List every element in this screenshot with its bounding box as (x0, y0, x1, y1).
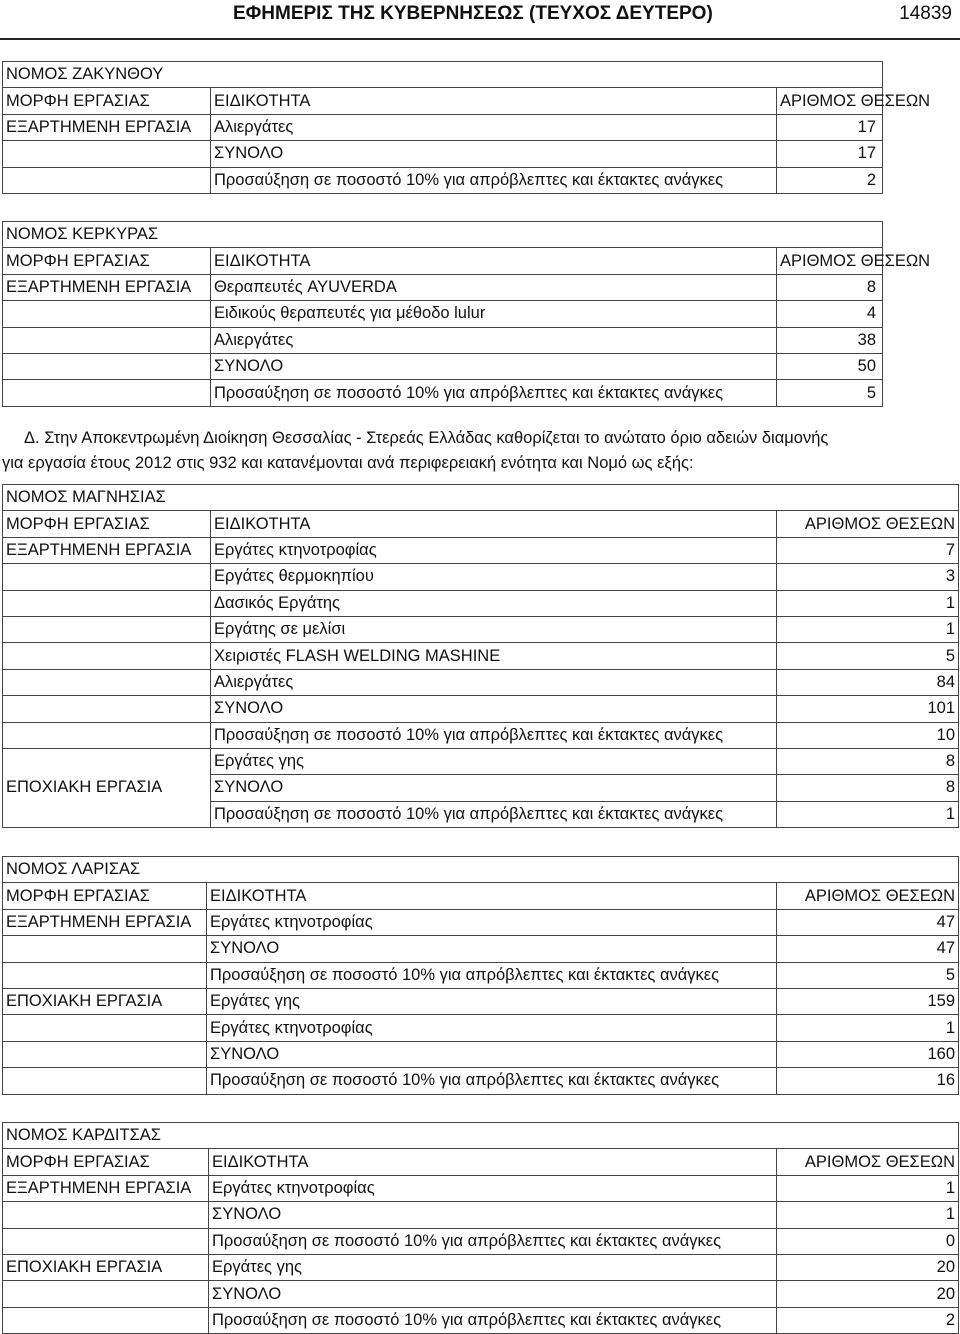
form-label: ΕΞΑΡΤΗΜΕΝΗ ΕΡΓΑΣΙΑ (3, 909, 207, 935)
value-cell: 17 (777, 114, 883, 140)
table-magnisia (2, 484, 959, 828)
table-karditsa (2, 1122, 959, 1334)
form-cell-empty (3, 696, 211, 722)
table-row (3, 669, 959, 695)
value-cell: 0 (777, 1228, 959, 1254)
value-cell: 4 (777, 301, 883, 327)
form-label: ΕΠΟΧΙΑΚΗ ΕΡΓΑΣΙΑ (3, 988, 207, 1014)
header-row (3, 1149, 959, 1175)
specialty-cell: Εργάτες κτηνοτροφίας (209, 1175, 777, 1201)
specialty-cell: Προσαύξηση σε ποσοστό 10% για απρόβλεπτες και έκτακτες ανάγκες (209, 1228, 777, 1254)
specialty-cell: Εργάτες γης (207, 988, 777, 1014)
value-cell: 1 (777, 1175, 959, 1201)
table-row (3, 1015, 959, 1041)
table-row (3, 353, 883, 379)
value-cell: 1 (777, 1015, 959, 1041)
value-cell: 1 (777, 616, 959, 642)
value-cell: 5 (777, 962, 959, 988)
form-cell-empty (3, 327, 211, 353)
table-row (3, 537, 959, 563)
table-row (3, 167, 883, 193)
specialty-cell: Προσαύξηση σε ποσοστό 10% για απρόβλεπτες και έκτακτες ανάγκες (207, 962, 777, 988)
section-title: ΝΟΜΟΣ ΚΕΡΚΥΡΑΣ (3, 222, 883, 248)
form-cell-empty (3, 564, 211, 590)
specialty-cell: ΣΥΝΟΛΟ (211, 141, 777, 167)
section-title-row (3, 62, 883, 88)
page-header (0, 0, 960, 30)
section-title-row (3, 485, 959, 511)
specialty-cell: Προσαύξηση σε ποσοστό 10% για απρόβλεπτες και έκτακτες ανάγκες (207, 1068, 777, 1094)
header-row (3, 511, 959, 537)
col-header-positions: ΑΡΙΘΜΟΣ ΘΕΣΕΩΝ (777, 511, 959, 537)
section-title: ΝΟΜΟΣ ΜΑΓΝΗΣΙΑΣ (3, 485, 959, 511)
table-row (3, 748, 959, 774)
table-row (3, 1202, 959, 1228)
specialty-cell: Προσαύξηση σε ποσοστό 10% για απρόβλεπτες και έκτακτες ανάγκες (211, 380, 777, 406)
section-title-row (3, 857, 959, 883)
specialty-cell: Προσαύξηση σε ποσοστό 10% για απρόβλεπτες και έκτακτες ανάγκες (211, 167, 777, 193)
table-kerkyra (2, 221, 931, 407)
section-title-row (3, 1123, 959, 1149)
form-label: ΕΞΑΡΤΗΜΕΝΗ ΕΡΓΑΣΙΑ (3, 114, 211, 140)
specialty-cell: Δασικός Εργάτης (211, 590, 777, 616)
table-row (3, 301, 883, 327)
table-larisa (2, 856, 959, 1095)
form-cell-empty (3, 380, 211, 406)
value-cell: 10 (777, 722, 959, 748)
form-cell-empty (3, 669, 211, 695)
section-title: ΝΟΜΟΣ ΛΑΡΙΣΑΣ (3, 857, 959, 883)
value-cell: 2 (777, 167, 883, 193)
paragraph-line-1: Δ. Στην Αποκεντρωμένη Διοίκηση Θεσσαλίας - Στερεάς Ελλάδας καθορίζεται το ανώτατο όριο αδειών διαμονής (24, 429, 829, 447)
col-header-specialty: ΕΙΔΙΚΟΤΗΤΑ (211, 88, 777, 114)
value-cell: 5 (777, 643, 959, 669)
form-cell-empty (3, 353, 211, 379)
col-header-form: ΜΟΡΦΗ ΕΡΓΑΣΙΑΣ (3, 1149, 209, 1175)
form-cell-empty (3, 1041, 207, 1067)
allocation-paragraph (2, 426, 958, 476)
form-cell-empty (3, 1015, 207, 1041)
col-header-positions: ΑΡΙΘΜΟΣ ΘΕΣΕΩΝ (777, 88, 883, 114)
col-header-form: ΜΟΡΦΗ ΕΡΓΑΣΙΑΣ (3, 88, 211, 114)
specialty-cell: ΣΥΝΟΛΟ (209, 1281, 777, 1307)
table-row (3, 114, 883, 140)
col-header-form: ΜΟΡΦΗ ΕΡΓΑΣΙΑΣ (3, 511, 211, 537)
table-row (3, 590, 959, 616)
value-cell: 50 (777, 353, 883, 379)
value-cell: 8 (777, 748, 959, 774)
page-number: 14839 (899, 3, 952, 24)
form-cell-empty (3, 643, 211, 669)
table-row (3, 696, 959, 722)
form-cell-empty (3, 167, 211, 193)
specialty-cell: Προσαύξηση σε ποσοστό 10% για απρόβλεπτες και έκτακτες ανάγκες (209, 1307, 777, 1333)
col-header-specialty: ΕΙΔΙΚΟΤΗΤΑ (209, 1149, 777, 1175)
specialty-cell: Εργάτες θερμοκηπίου (211, 564, 777, 590)
table-row (3, 909, 959, 935)
value-cell: 47 (777, 909, 959, 935)
value-cell: 160 (777, 1041, 959, 1067)
value-cell: 3 (777, 564, 959, 590)
specialty-cell: Ειδικούς θεραπευτές για μέθοδο lulur (211, 301, 777, 327)
section-title: ΝΟΜΟΣ ΚΑΡΔΙΤΣΑΣ (3, 1123, 959, 1149)
table-row (3, 1307, 959, 1333)
value-cell: 7 (777, 537, 959, 563)
table-row (3, 564, 959, 590)
table-row (3, 1254, 959, 1280)
form-cell-empty (3, 936, 207, 962)
value-cell: 84 (777, 669, 959, 695)
col-header-form: ΜΟΡΦΗ ΕΡΓΑΣΙΑΣ (3, 248, 211, 274)
value-cell: 159 (777, 988, 959, 1014)
form-label: ΕΠΟΧΙΑΚΗ ΕΡΓΑΣΙΑ (3, 1254, 209, 1280)
form-cell-empty (3, 1068, 207, 1094)
value-cell: 20 (777, 1281, 959, 1307)
value-cell: 17 (777, 141, 883, 167)
table-row (3, 1041, 959, 1067)
specialty-cell: Εργάτης σε μελίσι (211, 616, 777, 642)
specialty-cell: ΣΥΝΟΛΟ (211, 696, 777, 722)
value-cell: 1 (777, 590, 959, 616)
value-cell: 38 (777, 327, 883, 353)
table-row (3, 380, 883, 406)
value-cell: 20 (777, 1254, 959, 1280)
table-row (3, 1281, 959, 1307)
form-label: ΕΞΑΡΤΗΜΕΝΗ ΕΡΓΑΣΙΑ (3, 1175, 209, 1201)
table-row (3, 616, 959, 642)
table-row (3, 643, 959, 669)
form-label: ΕΞΑΡΤΗΜΕΝΗ ΕΡΓΑΣΙΑ (3, 274, 211, 300)
specialty-cell: Χειριστές FLASH WELDING MASHINE (211, 643, 777, 669)
form-cell-empty (3, 722, 211, 748)
value-cell: 101 (777, 696, 959, 722)
gazette-title: ΕΦΗΜΕΡΙΣ ΤΗΣ ΚΥΒΕΡΝΗΣΕΩΣ (ΤΕΥΧΟΣ ΔΕΥΤΕΡΟ) (233, 3, 713, 24)
form-label: ΕΞΑΡΤΗΜΕΝΗ ΕΡΓΑΣΙΑ (3, 537, 211, 563)
form-cell-empty (3, 1228, 209, 1254)
specialty-cell: Προσαύξηση σε ποσοστό 10% για απρόβλεπτες και έκτακτες ανάγκες (211, 801, 777, 827)
col-header-positions: ΑΡΙΘΜΟΣ ΘΕΣΕΩΝ (777, 883, 959, 909)
form-label: ΕΠΟΧΙΑΚΗ ΕΡΓΑΣΙΑ (3, 748, 211, 827)
paragraph-line-2: για εργασία έτους 2012 στις 932 και κατανέμονται ανά περιφερειακή ενότητα και Νομό ως εξής: (2, 454, 694, 472)
specialty-cell: Αλιεργάτες (211, 669, 777, 695)
table-row (3, 1175, 959, 1201)
table-row (3, 988, 959, 1014)
specialty-cell: Θεραπευτές AYUVERDA (211, 274, 777, 300)
table-row (3, 274, 883, 300)
col-header-specialty: ΕΙΔΙΚΟΤΗΤΑ (207, 883, 777, 909)
specialty-cell: Αλιεργάτες (211, 327, 777, 353)
table-row (3, 1068, 959, 1094)
value-cell: 1 (777, 801, 959, 827)
specialty-cell: ΣΥΝΟΛΟ (207, 936, 777, 962)
specialty-cell: Εργάτες κτηνοτροφίας (211, 537, 777, 563)
table-row (3, 936, 959, 962)
section-title: ΝΟΜΟΣ ΖΑΚΥΝΘΟΥ (3, 62, 883, 88)
form-cell-empty (3, 962, 207, 988)
table-zakynthos (2, 61, 931, 194)
specialty-cell: Εργάτες γης (209, 1254, 777, 1280)
specialty-cell: Εργάτες κτηνοτροφίας (207, 1015, 777, 1041)
form-cell-empty (3, 1202, 209, 1228)
specialty-cell: ΣΥΝΟΛΟ (209, 1202, 777, 1228)
value-cell: 1 (777, 1202, 959, 1228)
header-divider (0, 38, 960, 40)
col-header-specialty: ΕΙΔΙΚΟΤΗΤΑ (211, 511, 777, 537)
header-row (3, 248, 883, 274)
value-cell: 47 (777, 936, 959, 962)
col-header-specialty: ΕΙΔΙΚΟΤΗΤΑ (211, 248, 777, 274)
specialty-cell: Εργάτες γης (211, 748, 777, 774)
specialty-cell: ΣΥΝΟΛΟ (207, 1041, 777, 1067)
header-row (3, 88, 883, 114)
col-header-positions: ΑΡΙΘΜΟΣ ΘΕΣΕΩΝ (777, 1149, 959, 1175)
form-cell-empty (3, 1281, 209, 1307)
value-cell: 16 (777, 1068, 959, 1094)
form-cell-empty (3, 141, 211, 167)
value-cell: 5 (777, 380, 883, 406)
form-cell-empty (3, 1307, 209, 1333)
specialty-cell: ΣΥΝΟΛΟ (211, 775, 777, 801)
value-cell: 8 (777, 775, 959, 801)
header-row (3, 883, 959, 909)
section-title-row (3, 222, 883, 248)
specialty-cell: Αλιεργάτες (211, 114, 777, 140)
table-row (3, 141, 883, 167)
specialty-cell: Προσαύξηση σε ποσοστό 10% για απρόβλεπτες και έκτακτες ανάγκες (211, 722, 777, 748)
specialty-cell: ΣΥΝΟΛΟ (211, 353, 777, 379)
form-cell-empty (3, 301, 211, 327)
form-cell-empty (3, 616, 211, 642)
table-row (3, 327, 883, 353)
table-row (3, 1228, 959, 1254)
table-row (3, 962, 959, 988)
value-cell: 2 (777, 1307, 959, 1333)
col-header-form: ΜΟΡΦΗ ΕΡΓΑΣΙΑΣ (3, 883, 207, 909)
table-row (3, 722, 959, 748)
form-cell-empty (3, 590, 211, 616)
value-cell: 8 (777, 274, 883, 300)
specialty-cell: Εργάτες κτηνοτροφίας (207, 909, 777, 935)
col-header-positions: ΑΡΙΘΜΟΣ ΘΕΣΕΩΝ (777, 248, 883, 274)
